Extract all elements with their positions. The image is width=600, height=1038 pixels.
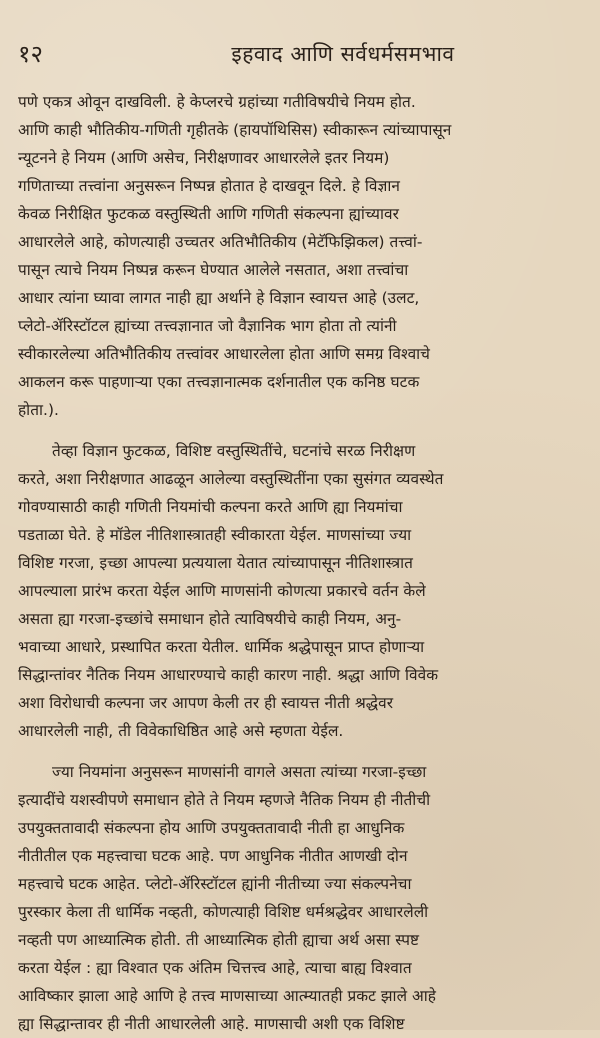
- paragraph: [18, 437, 582, 745]
- text-line: पासून त्याचे नियम निष्पन्न करून घेण्यात आलेले नसतात, अशा तत्त्वांचा: [18, 261, 409, 279]
- text-line: आधार त्यांना घ्यावा लागत नाही ह्या अर्थाने हे विज्ञान स्वायत्त आहे (उलट,: [18, 289, 420, 307]
- text-line: करता येईल : ह्या विश्वात एक अंतिम चित्तत्त्व आहे, त्याचा बाह्य विश्वात: [18, 959, 412, 977]
- paragraph: [18, 88, 582, 424]
- text-line: आणि काही भौतिकीय-गणिती गृहीतके (हायपॉथिसिस) स्वीकारून त्यांच्यापासून: [18, 121, 452, 139]
- text-line: होता.).: [18, 401, 59, 419]
- text-line: ह्या सिद्धान्तावर ही नीती आधारलेली आहे. माणसाची अशी एक विशिष्ट: [18, 1015, 405, 1033]
- text-line: भवाच्या आधारे, प्रस्थापित करता येतील. धार्मिक श्रद्धेपासून प्राप्त होणाऱ्या: [18, 638, 425, 656]
- text-line: सिद्धान्तांवर नैतिक नियम आधारण्याचे काही कारण नाही. श्रद्धा आणि विवेक: [18, 666, 439, 684]
- text-line: न्यूटनने हे नियम (आणि असेच, निरीक्षणावर आधारलेले इतर नियम): [18, 149, 390, 167]
- text-line: पुरस्कार केला ती धार्मिक नव्हती, कोणत्याही विशिष्ट धर्मश्रद्धेवर आधारलेली: [18, 903, 429, 921]
- running-title: इहवाद आणि सर्वधर्मसमभाव: [231, 42, 455, 66]
- text-line: नीतीतील एक महत्त्वाचा घटक आहे. पण आधुनिक नीतीत आणखी दोन: [18, 847, 408, 865]
- text-line: पणे एकत्र ओवून दाखविली. हे केप्लरचे ग्रहांच्या गतीविषयीचे नियम होत.: [18, 93, 416, 111]
- text-line: उपयुक्ततावादी संकल्पना होय आणि उपयुक्ततावादी नीती हा आधुनिक: [18, 819, 405, 837]
- text-line: स्वीकारलेल्या अतिभौतिकीय तत्त्वांवर आधारलेला होता आणि समग्र विश्वाचे: [18, 345, 431, 363]
- text-line: आकलन करू पाहणाऱ्या एका तत्त्वज्ञानात्मक दर्शनातील एक कनिष्ठ घटक: [18, 373, 420, 391]
- paragraph-gap: [18, 745, 582, 758]
- text-line: महत्त्वाचे घटक आहेत. प्लेटो-ॲरिस्टॉटल ह्यांनी नीतीच्या ज्या संकल्पनेचा: [18, 875, 412, 893]
- text-line: इत्यादींचे यशस्वीपणे समाधान होते ते नियम म्हणजे नैतिक नियम ही नीतीची: [18, 791, 431, 809]
- text-line: प्लेटो-ॲरिस्टॉटल ह्यांच्या तत्त्वज्ञानात जो वैज्ञानिक भाग होता तो त्यांनी: [18, 317, 397, 335]
- text-line: असता ह्या गरजा-इच्छांचे समाधान होते त्याविषयीचे काही नियम, अनु-: [18, 610, 402, 628]
- text-line: केवळ निरीक्षित फुटकळ वस्तुस्थिती आणि गणिती संकल्पना ह्यांच्यावर: [18, 205, 399, 223]
- text-line: पडताळा घेते. हे मॉडेल नीतिशास्त्रातही स्वीकारता येईल. माणसांच्या ज्या: [18, 526, 412, 544]
- text-line: गोवण्यासाठी काही गणिती नियमांची कल्पना करते आणि ह्या नियमांचा: [18, 498, 403, 516]
- text-line: करते, अशा निरीक्षणात आढळून आलेल्या वस्तुस्थितींना एका सुसंगत व्यवस्थेत: [18, 470, 444, 488]
- paragraph: [18, 758, 582, 1038]
- paragraph-gap: [18, 424, 582, 437]
- text-line: आधारलेले आहे, कोणत्याही उच्चतर अतिभौतिकीय (मेटॅफिझिकल) तत्त्वां-: [18, 233, 423, 251]
- page-number: १२: [18, 40, 43, 68]
- text-line: ज्या नियमांना अनुसरून माणसांनी वागले असता त्यांच्या गरजा-इच्छा: [52, 763, 427, 781]
- text-line: आपल्याला प्रारंभ करता येईल आणि माणसांनी कोणत्या प्रकारचे वर्तन केले: [18, 582, 426, 600]
- text-line: आविष्कार झाला आहे आणि हे तत्त्व माणसाच्या आत्म्यातही प्रकट झाले आहे: [18, 987, 437, 1005]
- text-line: अशा विरोधाची कल्पना जर आपण केली तर ही स्वायत्त नीती श्रद्धेवर: [18, 694, 394, 712]
- text-line: नव्हती पण आध्यात्मिक होती. ती आध्यात्मिक होती ह्याचा अर्थ असा स्पष्ट: [18, 931, 420, 949]
- text-line: आधारलेली नाही, ती विवेकाधिष्ठित आहे असे म्हणता येईल.: [18, 722, 344, 740]
- text-line: गणिताच्या तत्त्वांना अनुसरून निष्पन्न होतात हे दाखवून दिले. हे विज्ञान: [18, 177, 400, 195]
- page-header: [18, 36, 578, 72]
- body-text: [18, 88, 582, 1038]
- text-line: तेव्हा विज्ञान फुटकळ, विशिष्ट वस्तुस्थितींचे, घटनांचे सरळ निरीक्षण: [52, 442, 416, 460]
- text-line: विशिष्ट गरजा, इच्छा आपल्या प्रत्ययाला येतात त्यांच्यापासून नीतिशास्त्रात: [18, 554, 413, 572]
